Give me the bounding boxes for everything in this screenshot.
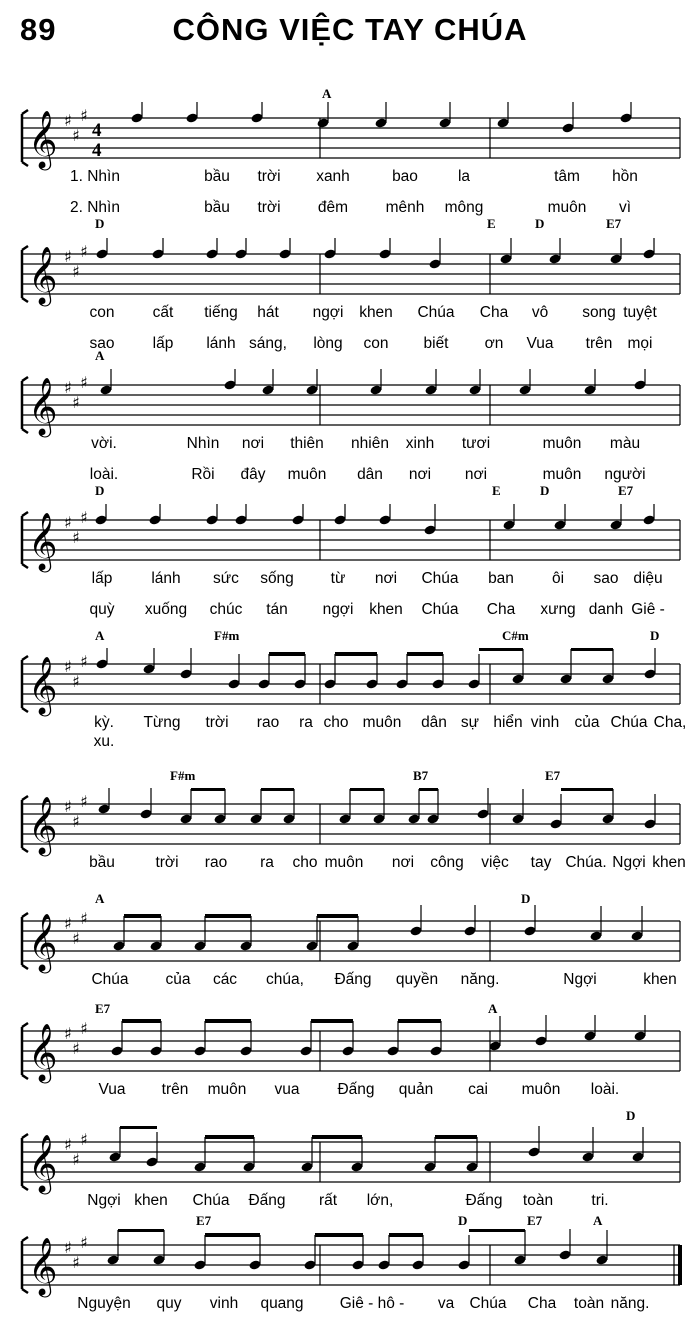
lyric-syllable: vinh [209,1295,239,1312]
lyric-syllable: Đấng [334,971,372,988]
chord-symbol: E [487,216,496,231]
lyric-syllable: Giê - hô - [339,1295,405,1312]
lyric-syllable: nơi [464,466,488,483]
lyric-syllable: chúc [209,601,243,618]
treble-clef-icon: 𝄞 [28,1237,58,1295]
sharp-icon: ♯ [72,126,80,145]
lyric-syllable: Chúa [417,304,455,321]
chord-symbol: D [521,891,531,906]
lyric-syllable: lớn, [366,1192,394,1209]
sharp-icon: ♯ [80,373,88,392]
lyric-syllable: Chúa [91,971,129,988]
lyric-syllable: quang [260,1295,304,1312]
lyric-syllable: Cha [479,304,509,321]
lyric-syllable: nơi [391,854,415,871]
lyric-syllable: dân [357,466,383,483]
lyric-syllable: muôn [362,714,402,731]
treble-clef-icon: 𝄞 [28,913,58,971]
lyric-syllable: 1. Nhìn [70,168,120,185]
lyric-syllable: muôn [287,466,327,483]
lyric-syllable: quỳ [89,601,115,618]
sharp-icon: ♯ [72,672,80,691]
music-system [0,893,700,1013]
lyric-syllable: muôn [542,435,582,452]
lyric-syllable: con [89,304,115,321]
lyric-syllable: Cha [527,1295,557,1312]
svg-text:4: 4 [92,120,102,141]
lyric-syllable: tươi [461,435,491,452]
lyric-syllable: hát [257,304,279,321]
song-number: 89 [20,12,57,47]
lyric-syllable: muôn [542,466,582,483]
lyric-syllable: nơi [374,570,398,587]
lyric-syllable: lánh [151,570,181,587]
sharp-icon: ♯ [72,262,80,281]
lyric-syllable: Chúa [469,1295,507,1312]
lyric-syllable: mông [444,199,484,216]
chord-symbol: A [593,1213,603,1228]
lyric-syllable: vời. [91,435,117,452]
sharp-icon: ♯ [72,1150,80,1169]
chord-symbol: F#m [170,768,196,783]
chord-symbol: D [95,483,105,498]
lyric-syllable: Nguyện [77,1295,131,1312]
lyric-syllable: toàn [573,1295,605,1312]
lyric-syllable: muôn [324,854,364,871]
lyric-syllable: công [430,854,464,871]
lyric-syllable: bầu [204,168,230,185]
treble-clef-icon: 𝄞 [28,1134,58,1192]
treble-clef-icon: 𝄞 [28,246,58,304]
music-system [0,216,700,352]
lyric-syllable: ôi [551,570,565,587]
lyric-syllable: Nhìn [186,435,220,452]
lyric-syllable: Giê - [631,601,665,618]
lyric-syllable: diệu [633,570,663,587]
lyric-syllable: tuyệt [623,304,657,321]
treble-clef-icon: 𝄞 [28,796,58,854]
lyric-syllable: Ngợi [563,971,597,988]
sharp-icon: ♯ [64,657,72,676]
lyric-syllable: các [212,971,238,988]
sharp-icon: ♯ [64,513,72,532]
lyric-syllable: khen [652,854,686,871]
lyric-syllable: mênh [385,199,425,216]
lyric-syllable: bao [392,168,418,185]
lyric-syllable: trên [161,1081,189,1098]
lyric-syllable: ra [260,854,274,871]
lyric-syllable: cho [323,714,349,731]
lyric-syllable: khen [369,601,403,618]
lyric-syllable: quản [398,1081,434,1098]
sharp-icon: ♯ [64,111,72,130]
lyric-syllable: vì [618,199,632,216]
lyric-syllable: năng. [460,971,500,988]
lyric-syllable: xinh [405,435,435,452]
lyric-syllable: ban [488,570,514,587]
sharp-icon: ♯ [64,1135,72,1154]
lyric-syllable: vinh [530,714,560,731]
lyric-syllable: trời [155,854,179,871]
chord-symbol: E7 [196,1213,212,1228]
lyric-syllable: Ngợi [612,854,646,871]
chord-symbol: A [95,348,105,363]
lyric-syllable: Cha, [653,714,687,731]
lyric-syllable: của [574,714,600,731]
treble-clef-icon: 𝄞 [28,110,58,168]
music-system [0,1215,700,1335]
lyric-syllable: xưng [540,601,576,618]
lyric-syllable: bầu [89,854,115,871]
lyric-syllable: việc [481,854,509,871]
staff [20,504,684,584]
sharp-icon: ♯ [80,652,88,671]
chord-symbol: D [626,1108,636,1123]
lyric-syllable: quy [156,1295,182,1312]
lyric-syllable: muôn [547,199,587,216]
treble-clef-icon: 𝄞 [28,656,58,714]
sharp-icon: ♯ [72,393,80,412]
sharp-icon: ♯ [64,914,72,933]
lyric-syllable: vô [531,304,549,321]
sharp-icon: ♯ [80,909,88,928]
sharp-icon: ♯ [64,378,72,397]
lyric-syllable: Cha [486,601,516,618]
lyric-syllable: của [165,971,191,988]
lyric-syllable: Chúa [421,570,459,587]
lyric-syllable: cai [468,1081,488,1098]
lyric-syllable: hiển [493,714,523,731]
treble-clef-icon: 𝄞 [28,512,58,570]
sharp-icon: ♯ [80,508,88,527]
lyric-syllable: chúa, [266,971,304,988]
lyric-syllable: biết [423,335,449,352]
lyric-syllable: lòng [313,335,343,352]
lyric-syllable: tri. [591,1192,609,1209]
lyric-syllable: vua [274,1081,300,1098]
sharp-icon: ♯ [80,1130,88,1149]
chord-symbol: D [540,483,550,498]
lyric-syllable: toàn [522,1192,554,1209]
lyric-syllable: trời [205,714,229,731]
page-header [0,0,700,70]
sharp-icon: ♯ [80,1233,88,1252]
lyric-syllable: trời [257,168,281,185]
lyric-syllable: xu. [93,733,115,750]
lyric-syllable: ngợi [322,601,354,618]
music-system [0,630,700,750]
chord-symbol: B7 [413,768,429,783]
lyric-syllable: hồn [612,168,638,185]
lyric-syllable: rao [204,854,228,871]
lyric-syllable: khen [134,1192,168,1209]
lyric-syllable: lấp [91,570,113,587]
lyric-syllable: sức [213,570,239,587]
chord-symbol: A [488,1001,498,1016]
sharp-icon: ♯ [80,792,88,811]
lyric-syllable: từ [330,570,346,587]
lyric-syllable: người [604,466,646,483]
chord-symbol: E7 [618,483,634,498]
lyric-syllable: loài. [590,1081,620,1098]
lyric-syllable: mọi [627,335,653,352]
lyric-syllable: trên [585,335,613,352]
lyric-syllable: 2. Nhìn [70,199,120,216]
lyric-syllable: la [457,168,471,185]
lyric-syllable: sống [260,570,294,587]
music-system [0,483,700,618]
lyric-syllable: bầu [204,199,230,216]
lyric-syllable: Chúa. [565,854,607,871]
lyric-syllable: Chúa [421,601,459,618]
chord-symbol: E7 [606,216,622,231]
lyric-syllable: con [363,335,389,352]
lyric-syllable: màu [609,435,641,452]
lyric-syllable: năng. [610,1295,650,1312]
lyric-syllable: rất [318,1192,338,1209]
svg-text:4: 4 [92,140,102,161]
sharp-icon: ♯ [72,1039,80,1058]
lyric-syllable: sao [593,570,619,587]
lyric-syllable: đây [240,466,266,483]
treble-clef-icon: 𝄞 [28,377,58,435]
chord-symbol: C#m [502,628,529,643]
lyric-syllable: Đấng [337,1081,375,1098]
lyric-syllable: Vua [526,335,554,352]
lyric-syllable: va [437,1295,455,1312]
sharp-icon: ♯ [80,1019,88,1038]
lyric-syllable: Chúa [610,714,648,731]
lyric-syllable: muôn [207,1081,247,1098]
lyric-syllable: nơi [241,435,265,452]
lyric-syllable: tâm [554,168,580,185]
lyric-syllable: Chúa [192,1192,230,1209]
lyric-syllable: cho [292,854,318,871]
music-system [0,1110,700,1230]
chord-symbol: A [95,891,105,906]
lyric-syllable: tiếng [204,304,238,321]
lyric-syllable: nhiên [351,435,389,452]
lyric-syllable: thiên [290,435,324,452]
lyric-syllable: muôn [521,1081,561,1098]
lyric-syllable: Vua [98,1081,126,1098]
lyric-syllable: xuống [144,601,188,618]
chord-symbol: E [492,483,501,498]
sharp-icon: ♯ [64,797,72,816]
lyric-syllable: quyền [395,971,439,988]
lyric-syllable: ra [299,714,313,731]
lyric-syllable: Từng [143,714,181,731]
lyric-syllable: lấp [152,335,174,352]
lyric-syllable: kỳ. [94,714,114,731]
lyric-syllable: ngợi [312,304,344,321]
lyric-syllable: khen [643,971,677,988]
sharp-icon: ♯ [64,1024,72,1043]
lyric-syllable: dân [421,714,447,731]
sharp-icon: ♯ [72,528,80,547]
chord-symbol: D [95,216,105,231]
lyric-syllable: sao [89,335,115,352]
chord-symbol: D [458,1213,468,1228]
lyric-syllable: nơi [408,466,432,483]
lyric-syllable: loài. [89,466,119,483]
lyric-syllable: song [582,304,616,321]
chord-symbol: A [95,628,105,643]
lyric-syllable: cất [152,304,174,321]
lyric-syllable: Rồi [191,466,215,483]
chord-symbol: E7 [95,1001,111,1016]
lyric-syllable: trời [257,199,281,216]
sharp-icon: ♯ [64,1238,72,1257]
lyric-syllable: sáng, [249,335,287,352]
sharp-icon: ♯ [72,929,80,948]
lyric-syllable: lánh [206,335,236,352]
lyric-syllable: khen [359,304,393,321]
music-system [0,86,700,216]
sharp-icon: ♯ [72,1253,80,1272]
lyric-syllable: ơn [484,335,504,352]
lyric-syllable: danh [588,601,624,618]
treble-clef-icon: 𝄞 [28,1023,58,1081]
lyric-syllable: xanh [316,168,350,185]
lyric-syllable: Ngợi [87,1192,121,1209]
music-system [0,1003,700,1123]
lyric-syllable: tay [530,854,552,871]
chord-symbol: E7 [527,1213,543,1228]
music-system [0,348,700,483]
chord-symbol: F#m [214,628,240,643]
lyric-syllable: tán [266,601,288,618]
lyric-syllable: Đấng [465,1192,503,1209]
sharp-icon: ♯ [72,812,80,831]
sharp-icon: ♯ [80,106,88,125]
chord-symbol: D [650,628,660,643]
lyric-syllable: đêm [317,199,349,216]
chord-symbol: E7 [545,768,561,783]
song-title: CÔNG VIỆC TAY CHÚA [172,12,528,47]
lyric-syllable: Đấng [248,1192,286,1209]
music-system [0,770,700,890]
lyric-syllable: rao [256,714,280,731]
chord-symbol: A [322,86,332,101]
sharp-icon: ♯ [80,242,88,261]
sharp-icon: ♯ [64,247,72,266]
lyric-syllable: sự [460,714,480,731]
chord-symbol: D [535,216,545,231]
